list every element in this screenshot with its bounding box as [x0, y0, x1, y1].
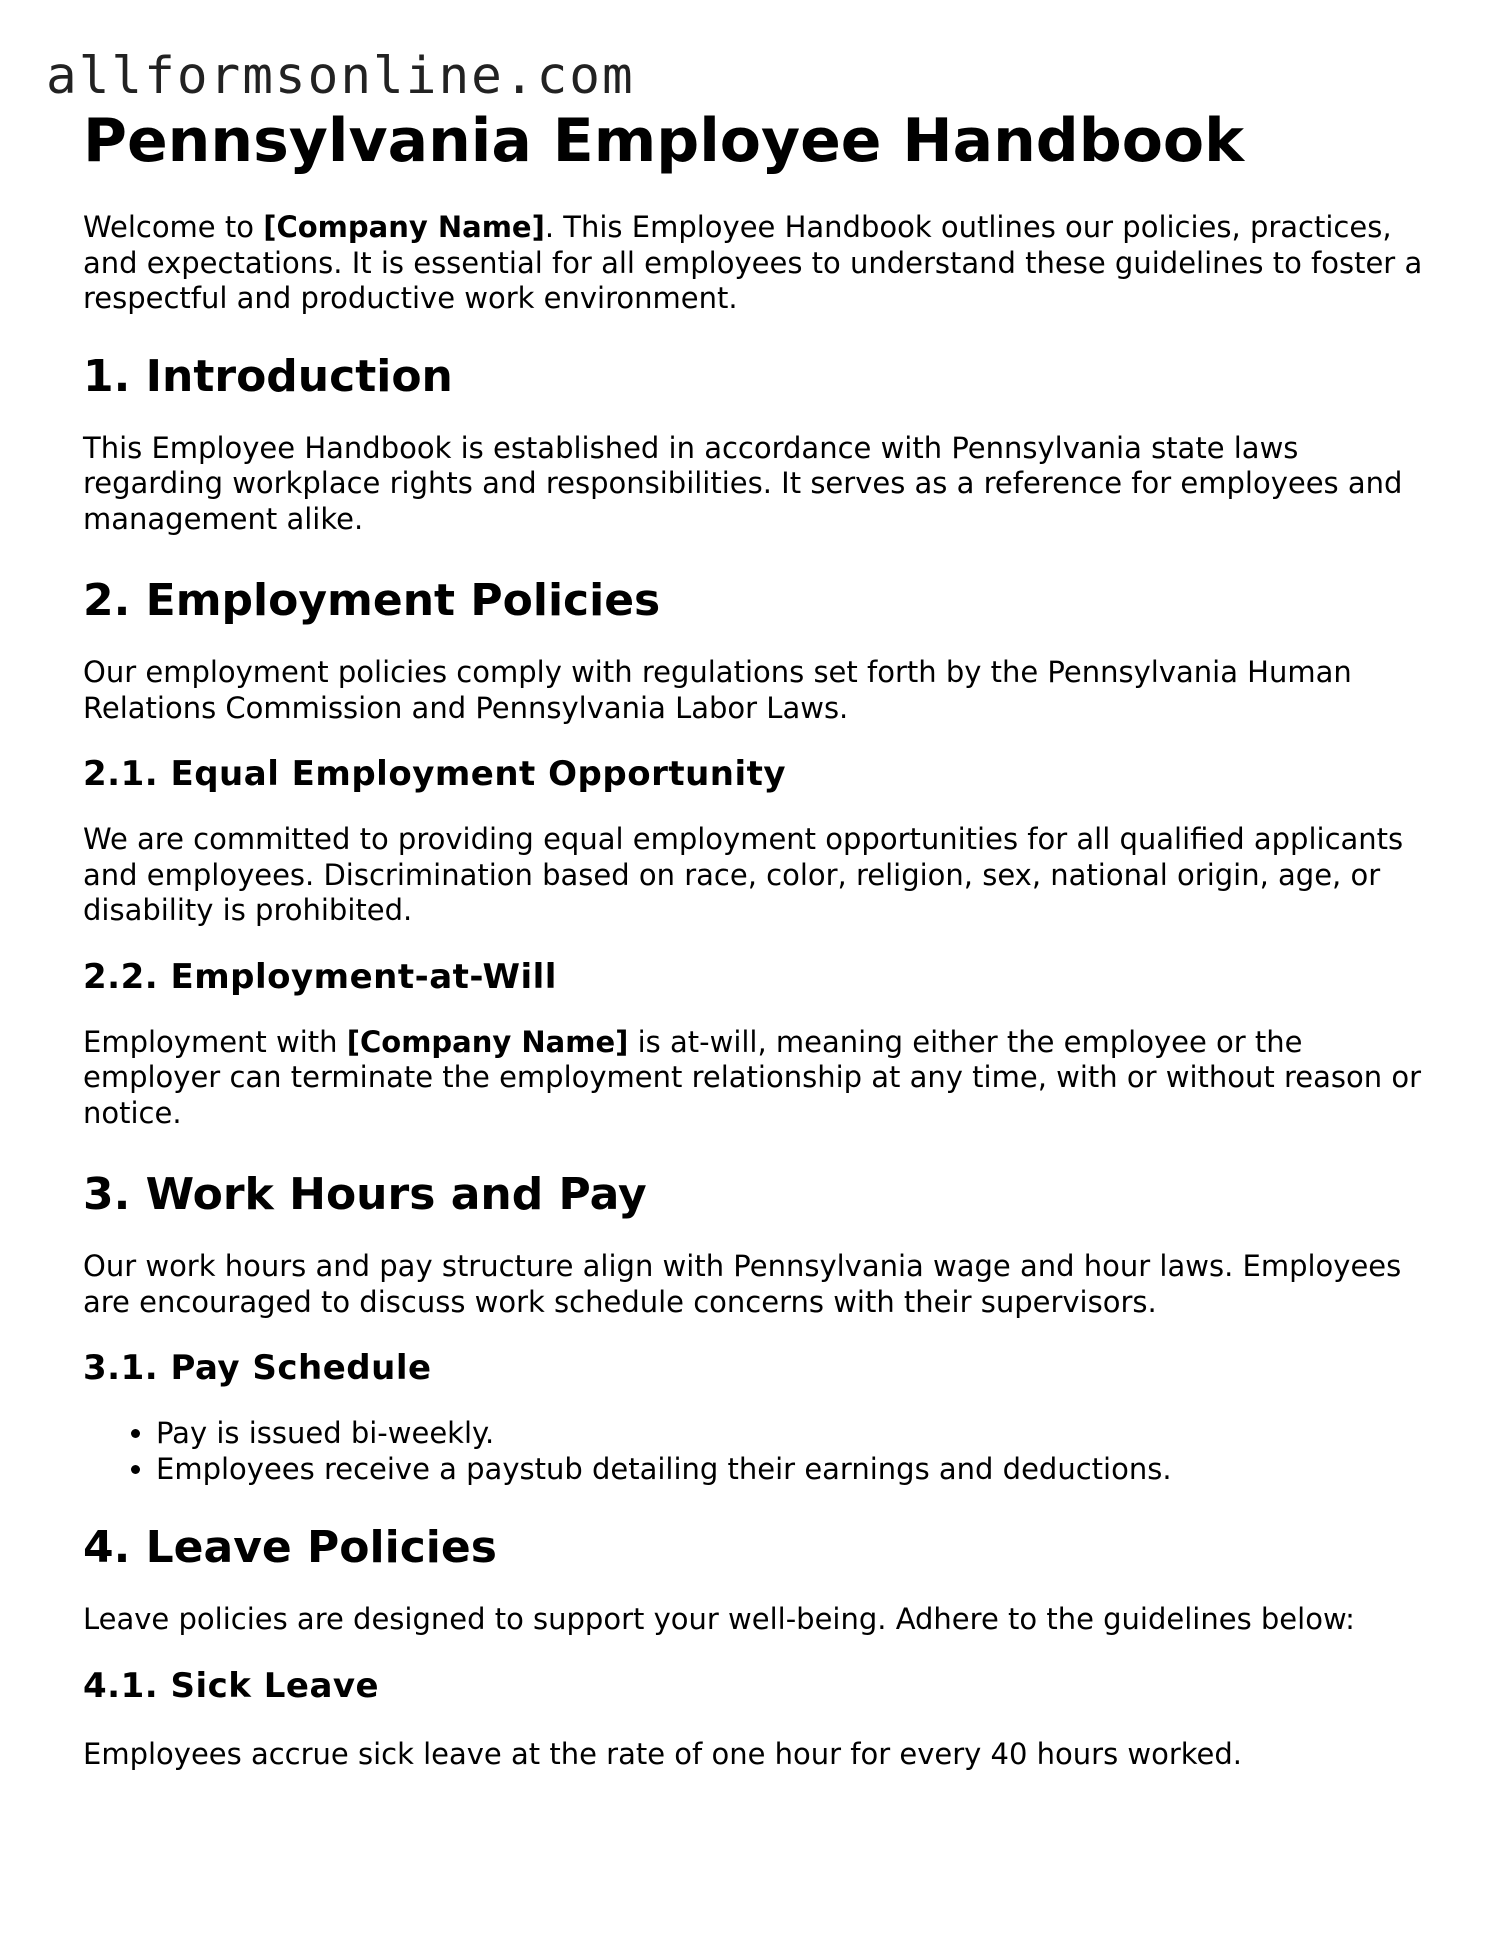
watermark-text: allformsonline.com	[46, 47, 635, 106]
employment-policies-paragraph: Our employment policies comply with regulations set forth by the Pennsylvania Human Relations Commission and Pennsylvania Labor Laws.	[83, 655, 1352, 725]
leave-policies-paragraph: Leave policies are designed to support your well-being. Adhere to the guidelines below:	[83, 1602, 1355, 1636]
list-item: • Employees receive a paystub detailing their earnings and deductions.	[156, 1452, 1443, 1488]
section-heading-work-hours: 3. Work Hours and Pay	[83, 1169, 647, 1220]
at-will-paragraph	[83, 1025, 1443, 1132]
list-item: • Pay is issued bi-weekly.	[156, 1416, 1443, 1452]
welcome-paragraph	[83, 210, 1443, 317]
section-heading-employment-policies: 2. Employment Policies	[83, 575, 661, 626]
welcome-text-post: . This Employee Handbook outlines our policies, practices, and expectations. It is essential for all employees to understand these guidelines to foster a respectful and productive work environment.	[83, 210, 1423, 315]
introduction-paragraph: This Employee Handbook is established in accordance with Pennsylvania state laws regarding workplace rights and responsibilities. It serves as a reference for employees and management alike.	[83, 430, 1403, 536]
section-heading-introduction: 1. Introduction	[83, 350, 453, 402]
welcome-text-pre: Welcome to	[83, 210, 264, 244]
pay-schedule-list	[83, 1416, 1443, 1487]
sick-leave-paragraph: Employees accrue sick leave at the rate of one hour for every 40 hours worked.	[83, 1736, 1243, 1771]
company-name-placeholder: [Company Name]	[346, 1024, 629, 1059]
at-will-text-pre: Employment with	[83, 1024, 347, 1059]
subsection-heading-pay-schedule: 3.1. Pay Schedule	[83, 1348, 432, 1388]
work-hours-paragraph: Our work hours and pay structure align with Pennsylvania wage and hour laws. Employees are encouraged to discuss work schedule concerns with their supervisors.	[83, 1249, 1402, 1319]
subsection-heading-equal-opportunity: 2.1. Equal Employment Opportunity	[83, 754, 787, 794]
section-heading-leave-policies: 4. Leave Policies	[83, 1522, 497, 1573]
at-will-text-post: is at-will, meaning either the employee or the employer can terminate the employment relationship at any time, with or without reason or notice.	[83, 1024, 1422, 1130]
page-title: Pennsylvania Employee Handbook	[83, 106, 1245, 176]
subsection-heading-sick-leave: 4.1. Sick Leave	[83, 1665, 380, 1706]
equal-opportunity-paragraph: We are committed to providing equal employment opportunities for all qualified applicants and employees. Discrimination based on race, color, religion, sex, national origin, age, or disability is prohibited.	[83, 822, 1404, 927]
subsection-heading-at-will: 2.2. Employment-at-Will	[83, 956, 557, 997]
document-body	[83, 102, 1443, 1772]
company-name-placeholder: [Company Name]	[263, 210, 545, 244]
